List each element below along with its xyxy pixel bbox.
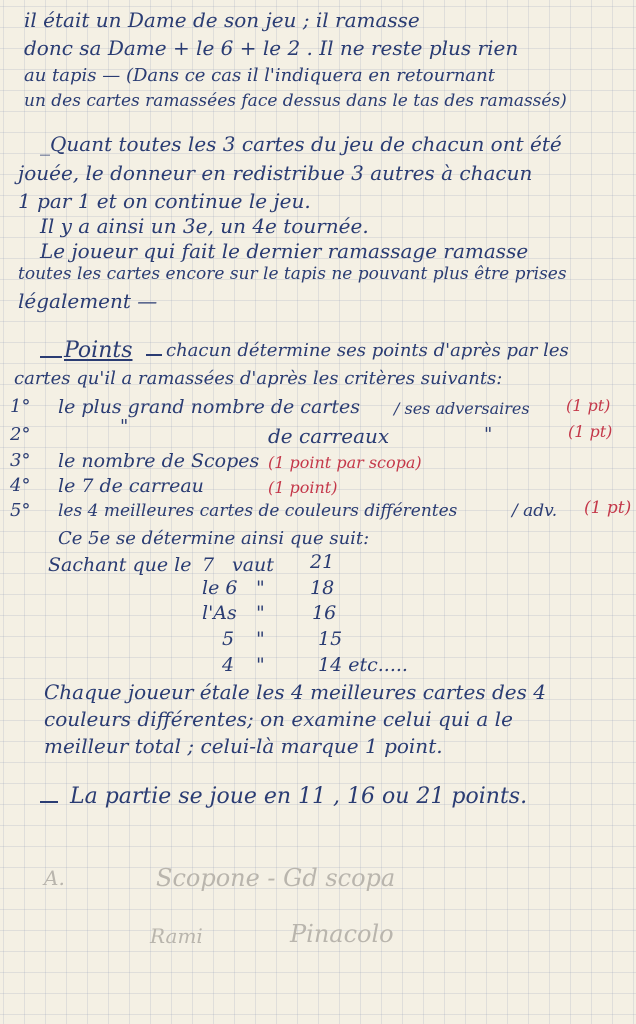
text-line: Chaque joueur étale les 4 meilleures cartes des 4: [44, 680, 546, 704]
card-value: 16: [312, 602, 337, 624]
text-line: _Quant toutes les 3 cartes du jeu de chacun ont été: [40, 132, 562, 156]
card-value: 21: [310, 551, 335, 573]
card-name: 7: [202, 554, 215, 576]
card-sep: ": [256, 602, 265, 624]
text-line: meilleur total ; celui-là marque 1 point.: [44, 734, 443, 758]
text-line: un des cartes ramassées face dessus dans le tas des ramassés): [24, 91, 567, 111]
item-adversaires: / ses adversaires: [394, 399, 530, 418]
item-adversaires: / adv.: [512, 501, 558, 521]
card-value: 15: [318, 628, 343, 650]
card-name: le 6: [202, 577, 238, 599]
item-text: le nombre de Scopes: [58, 450, 260, 472]
item-text: de carreaux: [268, 424, 390, 448]
text-line: jouée, le donneur en redistribue 3 autres à chacun: [18, 161, 533, 185]
text-line: légalement —: [18, 289, 158, 313]
heading-dash: [40, 356, 62, 358]
card-sep: vaut: [232, 554, 274, 576]
text-line: au tapis — (Dans ce cas il l'indiquera en retournant: [24, 65, 495, 86]
points-heading: Points: [64, 338, 133, 363]
item-points: (1 point par scopa): [268, 453, 422, 472]
item-number: 4°: [10, 475, 31, 496]
text-line: Le joueur qui fait le dernier ramassage ramasse: [40, 239, 529, 263]
points-intro: chacun détermine ses points d'après par les: [166, 340, 569, 361]
text-line: il était un Dame de son jeu ; il ramasse: [24, 8, 420, 32]
text-line: 1 par 1 et on continue le jeu.: [18, 189, 311, 213]
text-line: toutes les cartes encore sur le tapis ne pouvant plus être prises: [18, 264, 567, 284]
card-sep: ": [256, 577, 265, 599]
item-text: les 4 meilleures cartes de couleurs différentes: [58, 501, 458, 521]
values-intro: Sachant que le: [48, 554, 192, 576]
item-number: 3°: [10, 450, 31, 471]
pencil-note: Pinacolo: [290, 920, 394, 948]
note-text: Ce 5e se détermine ainsi que suit:: [58, 528, 370, 549]
final-dash: [40, 801, 58, 803]
points-intro: cartes qu'il a ramassées d'après les critères suivants:: [14, 368, 503, 389]
item-number: 5°: [10, 500, 31, 521]
item-number: 1°: [10, 396, 31, 417]
pencil-note: Rami: [150, 924, 203, 948]
text-line: donc sa Dame + le 6 + le 2 . Il ne reste plus rien: [24, 36, 519, 60]
ditto-mark: ": [120, 416, 129, 437]
card-value: 14 etc.....: [318, 654, 408, 676]
item-points: (1 pt): [584, 498, 632, 518]
card-name: 4: [222, 654, 235, 676]
item-points: (1 pt): [568, 422, 613, 441]
item-number: 2°: [10, 424, 31, 445]
card-value: 18: [310, 577, 335, 599]
item-points: (1 pt): [566, 396, 611, 415]
pencil-note: Scopone - Gd scopa: [156, 864, 396, 892]
card-sep: ": [256, 654, 265, 676]
final-line: La partie se joue en 11 , 16 ou 21 points.: [70, 784, 528, 809]
item-text: le 7 de carreau: [58, 475, 204, 497]
ditto-mark: ": [484, 424, 493, 445]
text-line: couleurs différentes; on examine celui qui a le: [44, 707, 513, 731]
heading-dash: [146, 354, 162, 356]
text-line: Il y a ainsi un 3e, un 4e tournée.: [40, 214, 369, 238]
card-name: 5: [222, 628, 235, 650]
item-points: (1 point): [268, 478, 338, 497]
item-text: le plus grand nombre de cartes: [58, 396, 360, 418]
pencil-letter: A.: [44, 866, 65, 890]
card-sep: ": [256, 628, 265, 650]
card-name: l'As: [202, 602, 237, 624]
